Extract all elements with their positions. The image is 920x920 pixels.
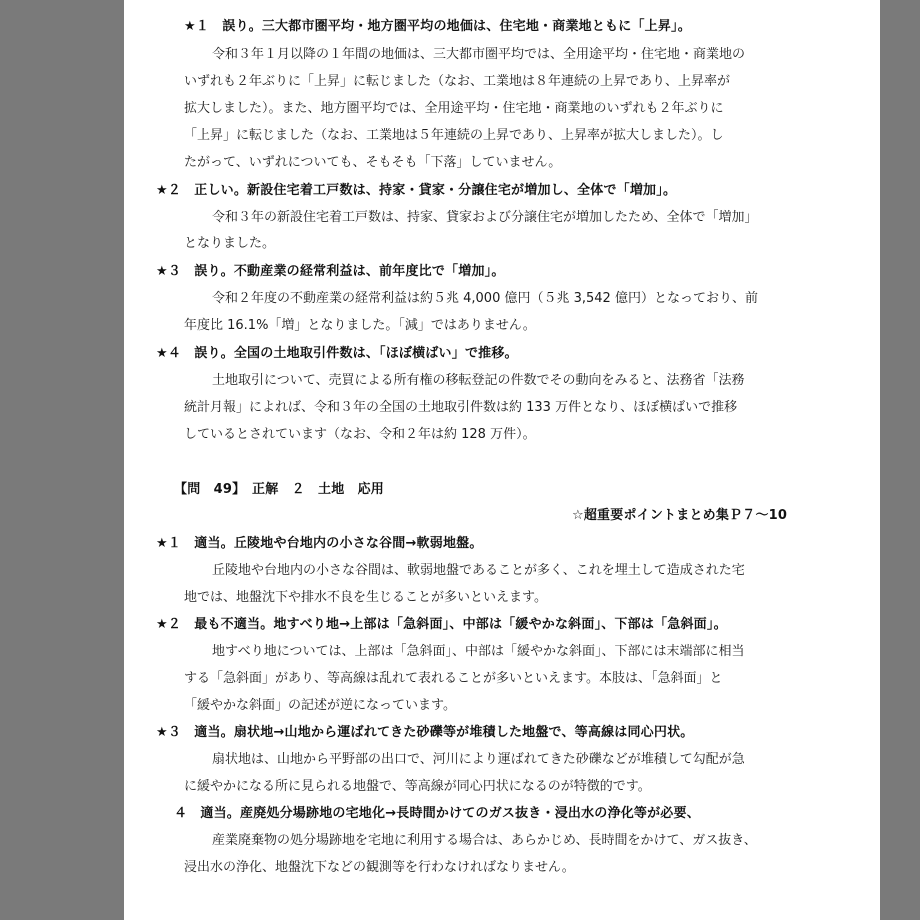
q49-item-2-text-1: 地すべり地については、上部は「急斜面」、中部は「緩やかな斜面」、下部には末端部に相当: [212, 644, 745, 659]
item-3-text-2: 年度比 16.1%「増」となりました。「減」ではありません。: [184, 318, 536, 333]
q49-item-4-text-1: 産業廃棄物の処分場跡地を宅地に利用する場合は、あらかじめ、長時間をかけて、ガス抜き、: [212, 833, 757, 848]
q49-item-3-text-1: 扇状地は、山地から平野部の出口で、河川により運ばれてきた砂礫などが堆積して勾配が急: [212, 752, 745, 767]
q49-item-1-heading: ★１ 適当。丘陵地や台地内の小さな谷間→軟弱地盤。: [156, 536, 483, 551]
item-1-text-1: 令和３年１月以降の１年間の地価は、三大都市圏平均では、全用途平均・住宅地・商業地の: [212, 47, 746, 62]
q49-item-4-text-2: 浸出水の浄化、地盤沈下などの観測等を行わなければなりません。: [184, 860, 575, 875]
item-3-heading: ★３ 誤り。不動産業の経常利益は、前年度比で「増加」。: [156, 264, 505, 279]
q49-item-4-heading: ４ 適当。産廃処分場跡地の宅地化→長時間かけてのガス抜き・浸出水の浄化等が必要、: [174, 806, 700, 821]
item-1-heading: ★１ 誤り。三大都市圏平均・地方圏平均の地価は、住宅地・商業地ともに「上昇」。: [184, 19, 691, 34]
question-49-title: 【問 49】 正解 ２ 土地 応用: [174, 482, 384, 497]
item-2-heading: ★２ 正しい。新設住宅着工戸数は、持家・貸家・分譲住宅が増加し、全体で「増加」。: [156, 183, 677, 198]
q49-item-3-heading: ★３ 適当。扇状地→山地から運ばれてきた砂礫等が堆積した地盤で、等高線は同心円状。: [156, 725, 694, 740]
item-4-text-3: しているとされています（なお、令和２年は約 128 万件）。: [184, 427, 536, 442]
item-3-text-1: 令和２年度の不動産業の経常利益は約５兆 4,000 億円（５兆 3,542 億円）となっており、前: [212, 291, 758, 306]
document-page: [124, 0, 880, 920]
item-1-text-5: たがって、いずれについても、そもそも「下落」していません。: [184, 155, 562, 170]
item-1-text-4: 「上昇」に転じました（なお、工業地は５年連続の上昇であり、上昇率が拡大しました）。し: [184, 128, 724, 143]
item-2-text-1: 令和３年の新設住宅着工戸数は、持家、貸家および分譲住宅が増加したため、全体で「増加」: [212, 210, 758, 225]
item-2-text-2: となりました。: [184, 236, 276, 251]
item-4-heading: ★４ 誤り。全国の土地取引件数は、「ほぼ横ばい」で推移。: [156, 346, 518, 361]
q49-item-1-text-1: 丘陵地や台地内の小さな谷間は、軟弱地盤であることが多く、これを埋土して造成された宅: [212, 563, 745, 578]
q49-item-1-text-2: 地では、地盤沈下や排水不良を生じることが多いといえます。: [184, 590, 547, 605]
item-1-text-3: 拡大しました）。また、地方圏平均では、全用途平均・住宅地・商業地のいずれも２年ぶりに: [184, 101, 724, 116]
q49-item-2-text-2: する「急斜面」があり、等高線は乱れて表れることが多いといえます。本肢は、「急斜面」と: [184, 671, 723, 686]
item-1-text-2: いずれも２年ぶりに「上昇」に転じました（なお、工業地は８年連続の上昇であり、上昇率が: [184, 74, 731, 89]
q49-item-2-heading: ★２ 最も不適当。地すべり地→上部は「急斜面」、中部は「緩やかな斜面」、下部は「急斜面」。: [156, 617, 727, 632]
item-4-text-1: 土地取引について、売買による所有権の移転登記の件数でその動向をみると、法務省「法務: [212, 373, 745, 388]
item-4-text-2: 統計月報」によれば、令和３年の全国の土地取引件数は約 133 万件となり、ほぼ横ばいで推移: [184, 400, 738, 415]
q49-item-2-text-3: 「緩やかな斜面」の記述が逆になっています。: [184, 698, 456, 713]
reference-note: ☆超重要ポイントまとめ集Ｐ７～10: [572, 508, 788, 523]
q49-item-3-text-2: に緩やかになる所に見られる地盤で、等高線が同心円状になるのが特徴的です。: [184, 779, 651, 794]
